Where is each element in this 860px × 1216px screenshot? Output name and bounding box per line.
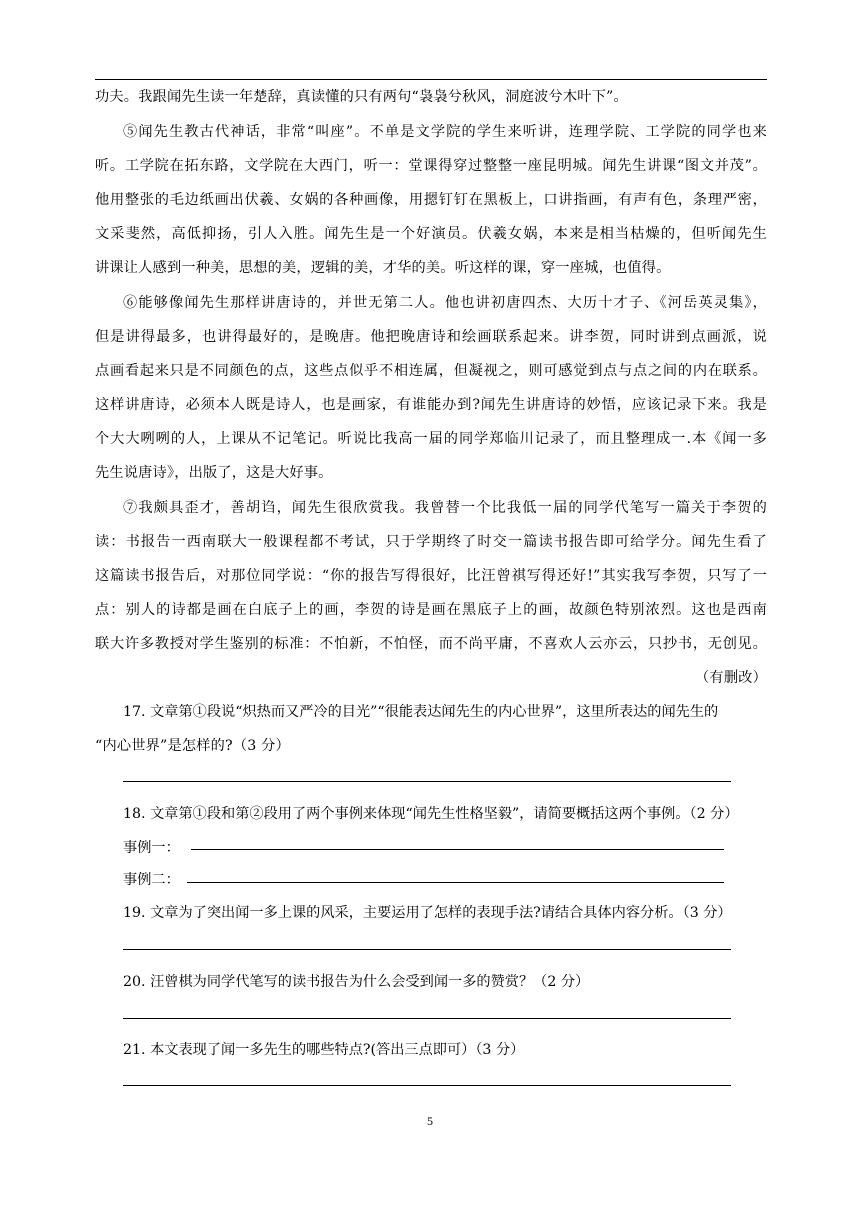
passage-line: 先生说唐诗》，出版了，这是大好事。 <box>95 465 333 481</box>
question-19: 19. 文章为了突出闻一多上课的风采，主要运用了怎样的表现手法?请结合具体内容分析。（3 分） <box>123 905 732 921</box>
passage-line: ⑤闻先生教古代神话，非常“叫座”。不单是文学院的学生来听讲，连理学院、工学院的同学也来 <box>123 124 767 140</box>
passage-line: 听。工学院在拓东路，文学院在大西门，听一：堂课得穿过整整一座昆明城。闻先生讲课“图文并茂”。 <box>95 158 767 174</box>
passage-line: 他用整张的毛边纸画出伏羲、女娲的各种画像，用摁钉钉在黑板上，口讲指画，有声有色，条理严密， <box>95 192 767 208</box>
passage-line: ⑥能够像闻先生那样讲唐诗的，并世无第二人。他也讲初唐四杰、大历十才子、《河岳英灵集》， <box>123 295 767 311</box>
passage-line: 这篇读书报告后，对那位同学说：“你的报告写得很好，比汪曾祺写得还好!”其实我写李贺，只写了一 <box>95 568 767 584</box>
answer-line-20[interactable] <box>123 1018 731 1019</box>
passage-line: 点：别人的诗都是画在白底子上的画，李贺的诗是画在黑底子上的画，故颜色特别浓烈。这也是西南 <box>95 602 767 618</box>
question-17: 17. 文章第①段说“炽热而又严冷的目光”“很能表达闻先生的内心世界”，这里所表达的闻先生的 <box>123 704 719 720</box>
question-17-continued: “内心世界”是怎样的?（3 分） <box>95 738 290 754</box>
passage-line: 文采斐然，高低抑扬，引人入胜。闻先生是一个好演员。伏羲女娲，本来是相当枯燥的，但听闻先生 <box>95 226 767 242</box>
source-note: （有删改） <box>695 670 767 686</box>
question-18: 18. 文章第①段和第②段用了两个事例来体现“闻先生性格坚毅”，请简要概括这两个事例。（2 分） <box>123 806 739 822</box>
question-20: 20. 汪曾棋为同学代笔写的读书报告为什么会受到闻一多的赞赏？（2 分） <box>123 974 590 990</box>
passage-line: 点画看起来只是不同颜色的点，这些点似乎不相连属，但凝视之，则可感觉到点与点之间的内在联系。 <box>95 363 767 379</box>
answer-line-21[interactable] <box>123 1085 731 1086</box>
passage-line: 个大大咧咧的人，上课从不记笔记。听说比我高一届的同学郑临川记录了，而且整理成一.本《闻一多 <box>95 431 767 447</box>
passage-line: 联大许多教授对学生鉴别的标准：不怕新，不怕怪，而不尚平庸，不喜欢人云亦云，只抄书，无创见。 <box>95 636 767 652</box>
header-rule <box>95 79 767 80</box>
answer-line-example-one[interactable] <box>191 849 724 850</box>
passage-line: 读：书报告一西南联大一般课程都不考试，只于学期终了时交一篇读书报告即可给学分。闻先生看了 <box>95 534 767 550</box>
passage-line: 功夫。我跟闻先生读一年楚辞，真读懂的只有两句“袅袅兮秋风，洞庭波兮木叶下”。 <box>95 89 628 105</box>
passage-line: ⑦我颇具歪才，善胡诌，闻先生很欣赏我。我曾替一个比我低一届的同学代笔写一篇关于李贺的 <box>123 500 767 516</box>
passage-line: 讲课让人感到一种美，思想的美，逻辑的美，才华的美。听这样的课，穿一座城，也值得。 <box>95 260 671 276</box>
question-21: 21. 本文表现了闻一多先生的哪些特点?(答出三点即可）（3 分） <box>123 1042 525 1058</box>
answer-line-17[interactable] <box>123 781 731 782</box>
passage-line: 这样讲唐诗，必须本人既是诗人，也是画家，有谁能办到?闻先生讲唐诗的妙悟，应该记录下来。我是 <box>95 397 767 413</box>
answer-line-19[interactable] <box>123 949 731 950</box>
example-one-label: 事例一： <box>123 840 180 856</box>
example-two-label: 事例二： <box>123 872 180 888</box>
page-number: 5 <box>427 1114 433 1128</box>
answer-line-example-two[interactable] <box>187 882 724 883</box>
passage-line: 但是讲得最多，也讲得最好的，是晚唐。他把晚唐诗和绘画联系起来。讲李贺，同时讲到点画派，说 <box>95 329 767 345</box>
